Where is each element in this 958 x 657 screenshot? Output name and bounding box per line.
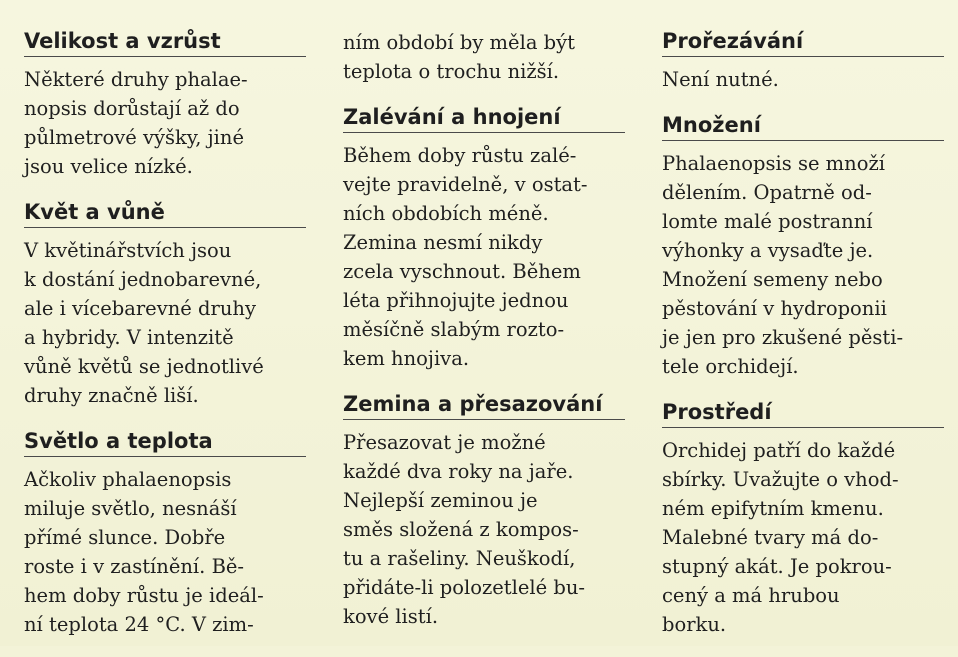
text-line: miluje světlo, nesnáší — [24, 497, 237, 520]
column-3 — [662, 28, 944, 657]
text-line: cený a má hrubou — [662, 584, 840, 607]
section-light-continued — [343, 28, 625, 86]
section-heading: Zalévání a hnojení — [343, 104, 625, 133]
text-line: směs složená z kompos- — [343, 518, 579, 541]
section-heading: Velikost a vzrůst — [24, 28, 306, 57]
section-text — [24, 65, 306, 181]
text-line: druhy značně liší. — [24, 384, 199, 407]
section-heading: Květ a vůně — [24, 199, 306, 228]
text-line: jsou velice nízké. — [24, 155, 193, 178]
section-heading: Zemina a přesazování — [343, 391, 625, 420]
text-line: a hybridy. V intenzitě — [24, 326, 234, 349]
text-line: Nejlepší zeminou je — [343, 489, 538, 512]
text-line: teplota o trochu nižší. — [343, 60, 560, 83]
text-line: vůně květů se jednotlivé — [24, 355, 264, 378]
section-text — [343, 141, 625, 373]
text-line: ném epifytním kmenu. — [662, 497, 884, 520]
text-line: hem doby růstu je ideál- — [24, 584, 264, 607]
text-line: kem hnojiva. — [343, 347, 470, 370]
text-line: pěstování v hydroponii — [662, 297, 887, 320]
column-2 — [343, 28, 625, 649]
text-line: roste i v zastínění. Bě- — [24, 555, 245, 578]
text-line: kové listí. — [343, 605, 439, 628]
section-watering — [343, 104, 625, 373]
text-line: Množení semeny nebo — [662, 268, 883, 291]
section-text — [24, 236, 306, 410]
text-line: každé dva roky na jaře. — [343, 460, 574, 483]
text-line: Během doby růstu zalé- — [343, 144, 577, 167]
section-environment — [662, 399, 944, 639]
text-line: Některé druhy phalae- — [24, 68, 248, 91]
text-line: k dostání jednobarevné, — [24, 268, 262, 291]
section-text — [662, 149, 944, 381]
text-line: Malebné tvary má do- — [662, 526, 879, 549]
text-line: stupný akát. Je pokrou- — [662, 555, 892, 578]
text-line: přidáte-li polozetlelé bu- — [343, 576, 586, 599]
text-line: tu a rašeliny. Neuškodí, — [343, 547, 576, 570]
text-line: tele orchidejí. — [662, 355, 799, 378]
section-size — [24, 28, 306, 181]
text-line: lomte malé postranní — [662, 210, 873, 233]
text-line: nopsis dorůstají až do — [24, 97, 240, 120]
section-propagation — [662, 112, 944, 381]
text-line: Zemina nesmí nikdy — [343, 231, 543, 254]
section-text — [662, 436, 944, 639]
text-line: ní teplota 24 °C. V zim- — [24, 613, 254, 636]
text-line: Není nutné. — [662, 68, 779, 91]
section-text — [24, 465, 306, 639]
section-heading: Prořezávání — [662, 28, 944, 57]
text-line: léta přihnojujte jednou — [343, 289, 569, 312]
section-heading: Prostředí — [662, 399, 944, 428]
section-light — [24, 428, 306, 639]
text-line: měsíčně slabým rozto- — [343, 318, 565, 341]
section-soil — [343, 391, 625, 631]
section-flower — [24, 199, 306, 410]
text-line: Ačkoliv phalaenopsis — [24, 468, 232, 491]
text-line: výhonky a vysaďte je. — [662, 239, 874, 262]
text-line: zcela vyschnout. Během — [343, 260, 581, 283]
text-line: vejte pravidelně, v ostat- — [343, 173, 588, 196]
column-1 — [24, 28, 306, 657]
text-line: ním období by měla být — [343, 31, 575, 54]
text-line: přímé slunce. Dobře — [24, 526, 226, 549]
text-line: sbírky. Uvažujte o vhod- — [662, 468, 899, 491]
section-pruning — [662, 28, 944, 94]
text-line: je jen pro zkušené pěsti- — [662, 326, 904, 349]
section-text — [343, 28, 625, 86]
section-text — [343, 428, 625, 631]
text-line: Přesazovat je možné — [343, 431, 546, 454]
text-line: borku. — [662, 613, 727, 636]
text-line: Phalaenopsis se množí — [662, 152, 885, 175]
text-line: V květinářstvích jsou — [24, 239, 232, 262]
text-line: Orchidej patří do každé — [662, 439, 896, 462]
text-line: dělením. Opatrně od- — [662, 181, 872, 204]
text-line: ale i vícebarevné druhy — [24, 297, 256, 320]
section-text — [662, 65, 944, 94]
text-line: půlmetrové výšky, jiné — [24, 126, 245, 149]
section-heading: Množení — [662, 112, 944, 141]
section-heading: Světlo a teplota — [24, 428, 306, 457]
text-line: ních obdobích méně. — [343, 202, 549, 225]
